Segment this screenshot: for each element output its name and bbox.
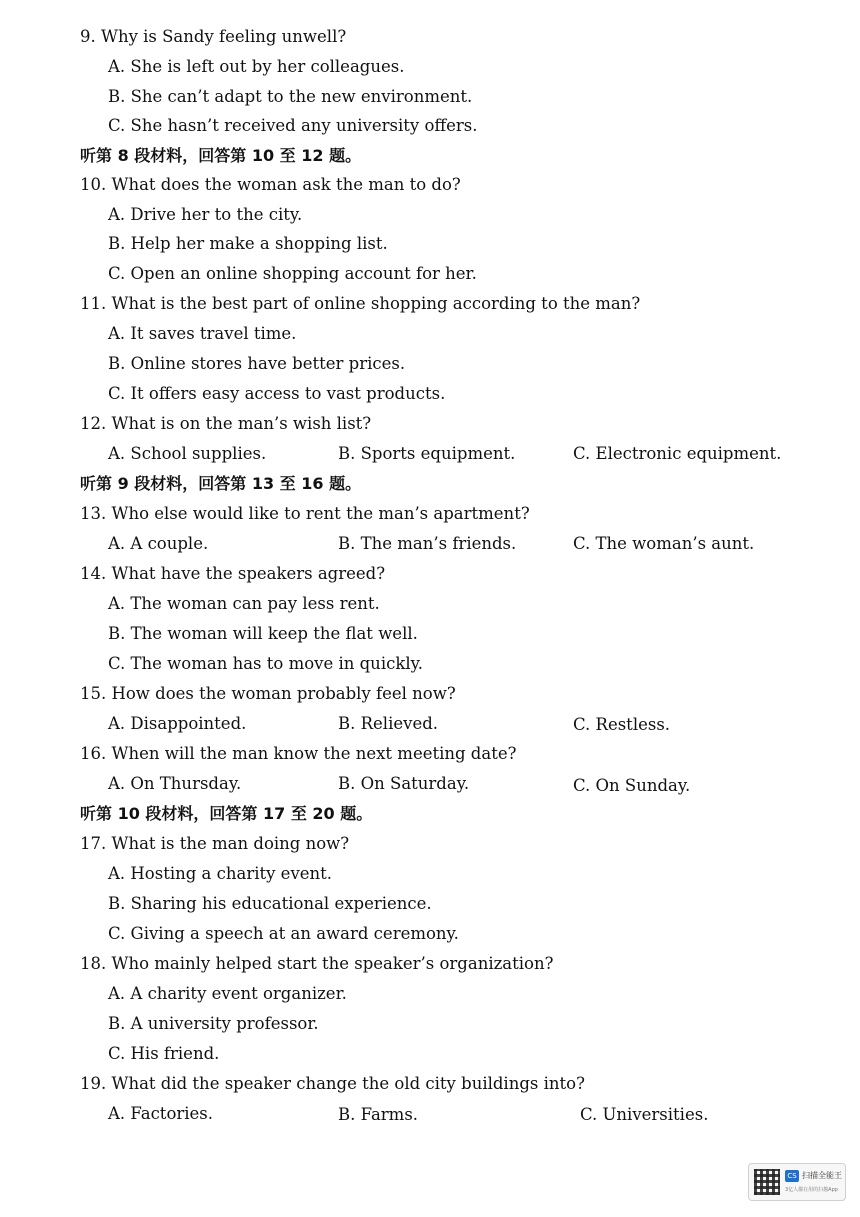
option-14b: B. The woman will keep the flat well. xyxy=(108,624,418,643)
option-18a: A. A charity event organizer. xyxy=(108,984,347,1003)
option-11b: B. Online stores have better prices. xyxy=(108,354,406,373)
question-12: 12. What is on the man’s wish list? xyxy=(80,414,372,433)
option-15a: A. Disappointed. xyxy=(108,714,247,733)
scanner-watermark xyxy=(748,1163,846,1201)
question-16: 16. When will the man know the next meeting date? xyxy=(80,744,517,763)
option-11c: C. It offers easy access to vast products. xyxy=(108,384,446,403)
option-16b: B. On Saturday. xyxy=(338,774,470,793)
option-17a: A. Hosting a charity event. xyxy=(108,864,333,883)
option-18c: C. His friend. xyxy=(108,1044,220,1063)
question-15: 15. How does the woman probably feel now? xyxy=(80,684,456,703)
option-18b: B. A university professor. xyxy=(108,1014,319,1033)
option-14c: C. The woman has to move in quickly. xyxy=(108,654,423,673)
scanner-app-name: 扫描全能王 xyxy=(802,1171,842,1180)
section-heading-9: 听第 9 段材料，回答第 13 至 16 题。 xyxy=(80,474,362,493)
option-19c: C. Universities. xyxy=(580,1105,709,1124)
option-12c: C. Electronic equipment. xyxy=(573,444,782,463)
question-13: 13. Who else would like to rent the man’s apartment? xyxy=(80,504,530,523)
option-19b: B. Farms. xyxy=(338,1105,419,1124)
option-14a: A. The woman can pay less rent. xyxy=(108,594,380,613)
question-19: 19. What did the speaker change the old city buildings into? xyxy=(80,1074,585,1093)
option-13a: A. A couple. xyxy=(108,534,209,553)
camscanner-badge: CS xyxy=(785,1170,799,1182)
option-9c: C. She hasn’t received any university offers. xyxy=(108,116,478,135)
scanner-tagline: 3亿人都在用的扫描App xyxy=(785,1187,838,1193)
question-10: 10. What does the woman ask the man to do? xyxy=(80,175,461,194)
option-9a: A. She is left out by her colleagues. xyxy=(108,57,405,76)
option-11a: A. It saves travel time. xyxy=(108,324,297,343)
option-15c: C. Restless. xyxy=(573,715,671,734)
question-18: 18. Who mainly helped start the speaker’s organization? xyxy=(80,954,554,973)
option-10a: A. Drive her to the city. xyxy=(108,205,303,224)
option-13c: C. The woman’s aunt. xyxy=(573,534,755,553)
section-heading-10: 听第 10 段材料，回答第 17 至 20 题。 xyxy=(80,804,373,823)
option-16a: A. On Thursday. xyxy=(108,774,242,793)
option-17b: B. Sharing his educational experience. xyxy=(108,894,432,913)
section-heading-8: 听第 8 段材料，回答第 10 至 12 题。 xyxy=(80,146,362,165)
option-15b: B. Relieved. xyxy=(338,714,439,733)
option-10c: C. Open an online shopping account for her. xyxy=(108,264,477,283)
option-10b: B. Help her make a shopping list. xyxy=(108,234,388,253)
question-14: 14. What have the speakers agreed? xyxy=(80,564,386,583)
option-12a: A. School supplies. xyxy=(108,444,267,463)
question-9: 9. Why is Sandy feeling unwell? xyxy=(80,27,347,46)
option-13b: B. The man’s friends. xyxy=(338,534,517,553)
option-12b: B. Sports equipment. xyxy=(338,444,516,463)
question-11: 11. What is the best part of online shopping according to the man? xyxy=(80,294,641,313)
option-9b: B. She can’t adapt to the new environment. xyxy=(108,87,473,106)
question-17: 17. What is the man doing now? xyxy=(80,834,350,853)
qr-code-icon xyxy=(754,1169,780,1195)
option-16c: C. On Sunday. xyxy=(573,776,691,795)
option-19a: A. Factories. xyxy=(108,1104,214,1123)
option-17c: C. Giving a speech at an award ceremony. xyxy=(108,924,459,943)
